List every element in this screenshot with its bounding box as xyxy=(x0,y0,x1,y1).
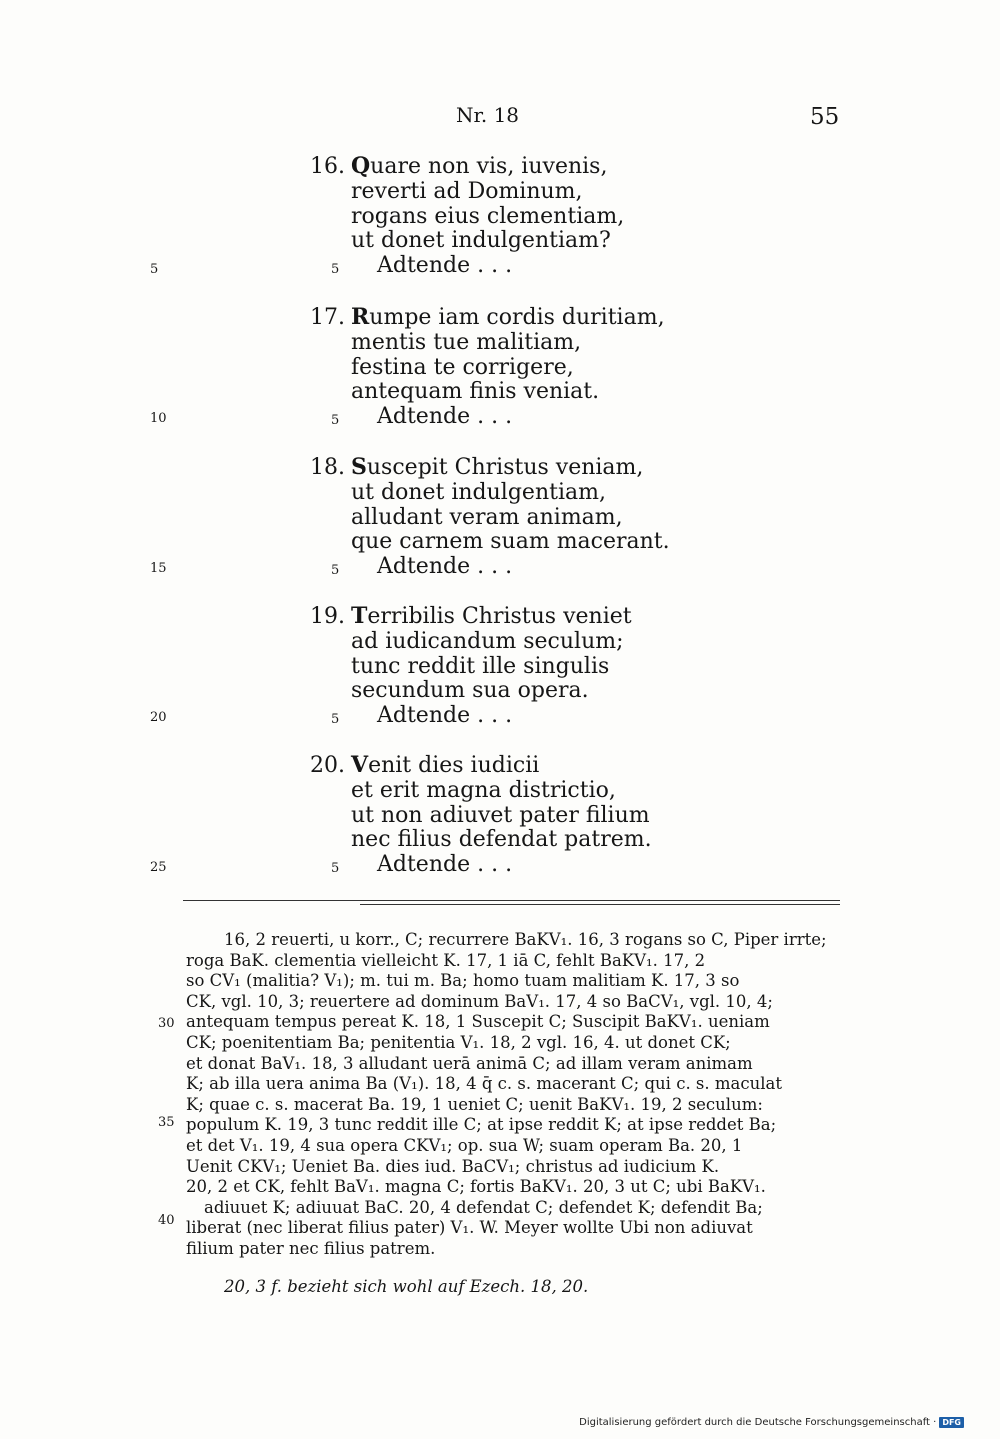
refrain-text: Adtende . . . xyxy=(377,554,513,580)
running-header: Nr. 18 xyxy=(456,103,520,127)
verse-line: nec filius defendat patrem. xyxy=(351,827,652,853)
refrain-text: Adtende . . . xyxy=(377,253,513,279)
apparatus-line: 20, 2 et CK, fehlt BaV₁. magna C; fortis BaKV₁. 20, 3 ut C; ubi BaKV₁. xyxy=(186,1177,766,1197)
apparatus-line: adiuuet K; adiuuat BaC. 20, 4 defendat C; defendet K; defendit Ba; xyxy=(204,1197,763,1217)
verse-line: et erit magna districtio, xyxy=(351,777,616,803)
credit-text: Digitalisierung gefördert durch die Deutsche Forschungsgemeinschaft · xyxy=(579,1417,937,1428)
line-count-15: 15 xyxy=(150,561,167,576)
verse-line: ut donet indulgentiam? xyxy=(351,228,611,254)
stanza-16 xyxy=(300,154,740,279)
apparatus-line: populum K. 19, 3 tunc reddit ille C; at ipse reddit K; at ipse reddet Ba; xyxy=(186,1115,777,1135)
stanza-initial: R xyxy=(351,304,370,330)
refrain-line xyxy=(331,852,740,878)
stanza-first-line xyxy=(310,753,740,779)
verse-line: enit dies iudicii xyxy=(368,753,540,778)
stanza-initial: V xyxy=(351,752,369,778)
apparatus-line: antequam tempus pereat K. 18, 1 Suscepit C; Suscipit BaKV₁. ueniam xyxy=(186,1012,770,1032)
stanza-initial: Q xyxy=(351,153,371,179)
stanza-number: 16. xyxy=(310,154,345,179)
verse-line: ut non adiuvet pater filium xyxy=(351,802,650,828)
refrain-text: Adtende . . . xyxy=(377,404,513,430)
apparatus-line: CK, vgl. 10, 3; reuertere ad dominum BaV₁. 17, 4 so BaCV₁, vgl. 10, 4; xyxy=(186,991,773,1011)
apparatus-line: roga BaK. clementia vielleicht K. 17, 1 iā C, fehlt BaKV₁. 17, 2 xyxy=(186,950,706,970)
critical-apparatus xyxy=(186,930,840,1260)
refrain-number: 5 xyxy=(331,712,340,728)
refrain-number: 5 xyxy=(331,262,340,278)
refrain-line xyxy=(331,703,740,729)
stanza-first-line xyxy=(310,455,740,481)
verse-line: tunc reddit ille singulis xyxy=(351,653,610,679)
refrain-number: 5 xyxy=(331,413,340,429)
apparatus-line: so CV₁ (malitia? V₁); m. tui m. Ba; homo tuam malitiam K. 17, 3 so xyxy=(186,971,740,991)
apparatus-line: 16, 2 reuerti, u korr., C; recurrere BaKV₁. 16, 3 rogans so C, Piper irrte; xyxy=(224,930,827,949)
stanza-18 xyxy=(300,455,740,580)
apparatus-line: CK; poenitentiam Ba; penitentia V₁. 18, 2 vgl. 16, 4. ut donet CK; xyxy=(186,1032,731,1052)
apparatus-line-count-40: 40 xyxy=(158,1213,175,1228)
line-count-5: 5 xyxy=(150,262,159,277)
verse-line: rogans eius clementiam, xyxy=(351,203,625,229)
line-count-20: 20 xyxy=(150,710,167,725)
apparatus-divider xyxy=(183,900,840,901)
stanza-19 xyxy=(300,604,740,729)
stanza-number: 18. xyxy=(310,455,345,480)
refrain-number: 5 xyxy=(331,563,340,579)
stanza-first-line xyxy=(310,154,740,180)
stanza-number: 20. xyxy=(310,753,345,778)
stanza-20 xyxy=(300,753,740,878)
verse-line: uscepit Christus veniam, xyxy=(366,455,644,480)
apparatus-line-count-30: 30 xyxy=(158,1016,175,1031)
apparatus-line: et det V₁. 19, 4 sua opera CKV₁; op. sua W; suam operam Ba. 20, 1 xyxy=(186,1135,743,1155)
dfg-logo: DFG xyxy=(939,1417,964,1428)
page-number: 55 xyxy=(810,104,840,130)
verse-line: alludant veram animam, xyxy=(351,504,623,530)
verse-line: secundum sua opera. xyxy=(351,678,589,704)
apparatus-line: et donat BaV₁. 18, 3 alludant uerā animā C; ad illam veram animam xyxy=(186,1053,753,1073)
stanza-initial: S xyxy=(351,454,367,480)
verse-line: umpe iam cordis duritiam, xyxy=(369,305,665,330)
apparatus-line-count-35: 35 xyxy=(158,1115,175,1130)
verse-line: festina te corrigere, xyxy=(351,354,574,380)
digitization-credit xyxy=(579,1417,964,1428)
apparatus-line: Uenit CKV₁; Ueniet Ba. dies iud. BaCV₁; christus ad iudicium K. xyxy=(186,1156,720,1176)
apparatus-line: K; quae c. s. macerat Ba. 19, 1 ueniet C; uenit BaKV₁. 19, 2 seculum: xyxy=(186,1094,763,1114)
verse-line: ut donet indulgentiam, xyxy=(351,479,606,505)
stanza-number: 19. xyxy=(310,604,345,629)
apparatus-line: K; ab illa uera anima Ba (V₁). 18, 4 q̄ c. s. macerant C; qui c. s. maculat xyxy=(186,1074,782,1094)
refrain-number: 5 xyxy=(331,861,340,877)
stanza-initial: T xyxy=(351,603,368,629)
line-count-25: 25 xyxy=(150,860,167,875)
stanza-first-line xyxy=(310,305,740,331)
refrain-line xyxy=(331,404,740,430)
refrain-text: Adtende . . . xyxy=(377,703,513,729)
verse-line: erribilis Christus veniet xyxy=(367,604,632,629)
verse-line: que carnem suam macerant. xyxy=(351,529,670,555)
verse-line: mentis tue malitiam, xyxy=(351,329,582,355)
verse-line: uare non vis, iuvenis, xyxy=(370,154,608,179)
verse-line: ad iudicandum seculum; xyxy=(351,628,624,654)
source-note: 20, 3 f. bezieht sich wohl auf Ezech. 18, 20. xyxy=(224,1277,589,1296)
verse-line: reverti ad Dominum, xyxy=(351,178,583,204)
refrain-line xyxy=(331,253,740,279)
apparatus-line: liberat (nec liberat filius pater) V₁. W. Meyer wollte Ubi non adiuvat xyxy=(186,1218,753,1238)
refrain-line xyxy=(331,554,740,580)
line-count-10: 10 xyxy=(150,411,167,426)
stanza-first-line xyxy=(310,604,740,630)
stanza-17 xyxy=(300,305,740,430)
apparatus-divider xyxy=(360,904,840,905)
refrain-text: Adtende . . . xyxy=(377,852,513,878)
stanza-number: 17. xyxy=(310,305,345,330)
verse-line: antequam finis veniat. xyxy=(351,379,600,405)
apparatus-line: filium pater nec filius patrem. xyxy=(186,1238,436,1258)
